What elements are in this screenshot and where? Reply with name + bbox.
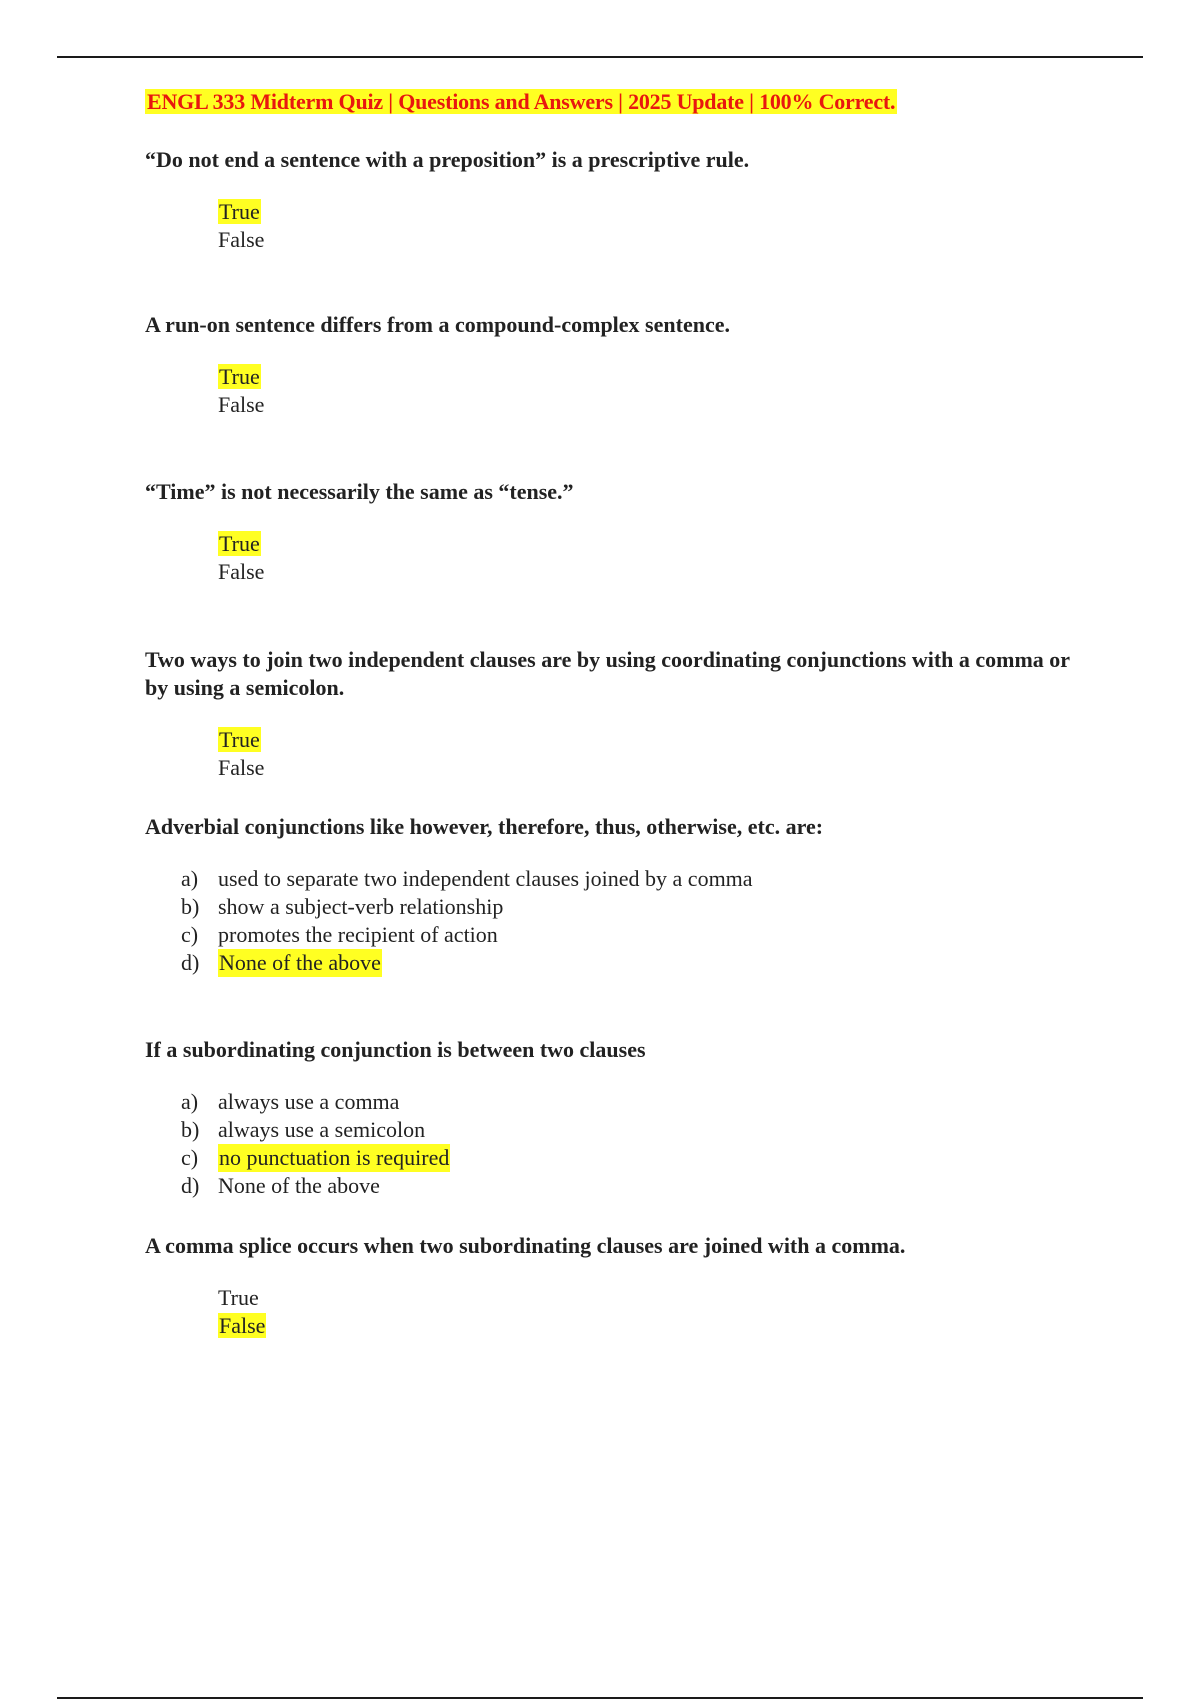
- option-letter: d): [181, 1173, 200, 1198]
- question-3: [145, 478, 1075, 586]
- answer-list: [145, 1284, 1075, 1340]
- answer-option-a[interactable]: [181, 1088, 1075, 1116]
- answer-label: False: [218, 227, 265, 252]
- answer-option-true[interactable]: [218, 198, 1075, 226]
- question-text: “Do not end a sentence with a preposition” is a prescriptive rule.: [145, 147, 750, 172]
- document-body: [145, 86, 1075, 1338]
- option-letter: b): [181, 1117, 200, 1142]
- option-letter: a): [181, 866, 199, 891]
- option-letter: d): [181, 950, 200, 975]
- bottom-rule: [57, 1697, 1143, 1699]
- answer-list: [145, 726, 1075, 782]
- option-letter: c): [181, 1145, 199, 1170]
- answer-option-b[interactable]: [181, 893, 1075, 921]
- question-text: Adverbial conjunctions like however, therefore, thus, otherwise, etc. are:: [145, 814, 824, 839]
- question-text: Two ways to join two independent clauses are by using coordinating conjunctions with a comma or by using a semicolon.: [145, 647, 1070, 700]
- answer-option-false[interactable]: [218, 1312, 1075, 1340]
- answer-option-true[interactable]: [218, 363, 1075, 391]
- option-letter: b): [181, 894, 200, 919]
- answer-label: True: [219, 727, 260, 752]
- answer-list: [145, 363, 1075, 419]
- answer-label: False: [219, 1313, 266, 1338]
- answer-label: None of the above: [218, 1173, 380, 1198]
- answer-list: [145, 1088, 1075, 1200]
- answer-label: False: [218, 755, 265, 780]
- answer-label: show a subject-verb relationship: [218, 894, 504, 919]
- question-7: [145, 1232, 1075, 1340]
- answer-option-true[interactable]: [218, 530, 1075, 558]
- answer-option-false[interactable]: [218, 754, 1075, 782]
- question-text: A comma splice occurs when two subordinating clauses are joined with a comma.: [145, 1233, 906, 1258]
- answer-option-c[interactable]: [181, 1144, 1075, 1172]
- answer-label: False: [218, 559, 265, 584]
- question-6: [145, 1036, 1075, 1200]
- answer-option-d[interactable]: [181, 949, 1075, 977]
- answer-option-d[interactable]: [181, 1172, 1075, 1200]
- top-rule: [57, 56, 1143, 58]
- answer-option-c[interactable]: [181, 921, 1075, 949]
- answer-label: True: [219, 531, 260, 556]
- answer-option-false[interactable]: [218, 391, 1075, 419]
- question-text: A run-on sentence differs from a compound-complex sentence.: [145, 312, 730, 337]
- question-5: [145, 813, 1075, 977]
- answer-option-false[interactable]: [218, 558, 1075, 586]
- document-title: ENGL 333 Midterm Quiz | Questions and Answers | 2025 Update | 100% Correct.: [147, 89, 896, 114]
- answer-label: True: [219, 199, 260, 224]
- answer-label: None of the above: [219, 950, 381, 975]
- answer-list: [145, 198, 1075, 254]
- answer-option-a[interactable]: [181, 865, 1075, 893]
- answer-option-true[interactable]: [218, 726, 1075, 754]
- option-letter: a): [181, 1089, 199, 1114]
- answer-list: [145, 865, 1075, 977]
- answer-label: True: [218, 1285, 259, 1310]
- answer-label: True: [219, 364, 260, 389]
- answer-list: [145, 530, 1075, 586]
- question-text: If a subordinating conjunction is between two clauses: [145, 1037, 646, 1062]
- question-2: [145, 311, 1075, 419]
- option-letter: c): [181, 922, 199, 947]
- document-title-line: [145, 86, 1075, 121]
- answer-label: promotes the recipient of action: [218, 922, 498, 947]
- answer-label: used to separate two independent clauses joined by a comma: [218, 866, 753, 891]
- answer-label: always use a semicolon: [218, 1117, 426, 1142]
- answer-label: False: [218, 392, 265, 417]
- answer-label: no punctuation is required: [219, 1145, 450, 1170]
- answer-option-false[interactable]: [218, 226, 1075, 254]
- question-text: “Time” is not necessarily the same as “tense.”: [145, 479, 574, 504]
- question-1: [145, 146, 1075, 254]
- question-4: [145, 646, 1075, 782]
- answer-option-b[interactable]: [181, 1116, 1075, 1144]
- answer-label: always use a comma: [218, 1089, 400, 1114]
- answer-option-true[interactable]: [218, 1284, 1075, 1312]
